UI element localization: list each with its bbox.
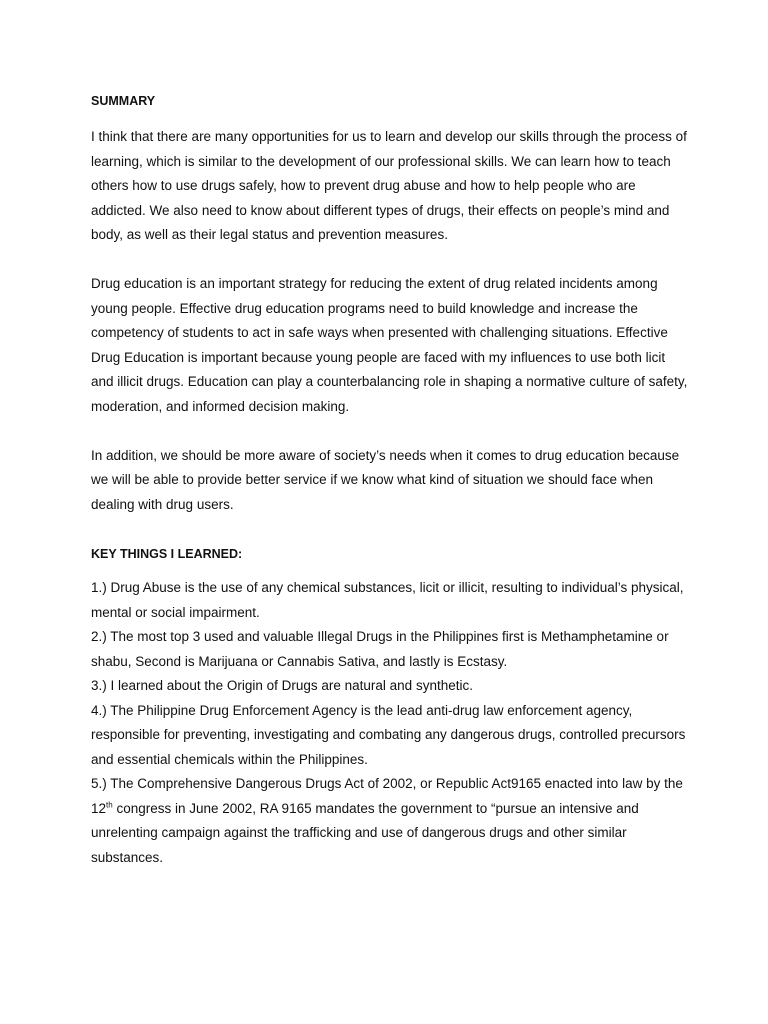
- key-item-2: 2.) The most top 3 used and valuable Illegal Drugs in the Philippines first is Methamphetamine or shabu, Second is Marijuana or Cannabis Sativa, and lastly is Ecstasy.: [91, 629, 669, 669]
- document-page: [91, 91, 691, 870]
- summary-paragraph-3: In addition, we should be more aware of society’s needs when it comes to drug education because we will be able to provide better service if we know what kind of situation we should face when dealing with drug users.: [91, 447, 680, 512]
- key-item-5-before: 5.) The Comprehensive Dangerous Drugs Act of 2002, or Republic Act9165 enacted into law by the 12: [91, 776, 683, 816]
- key-item-5: [91, 772, 691, 870]
- key-things-heading: KEY THINGS I LEARNED:: [91, 547, 243, 561]
- summary-paragraph-1: I think that there are many opportunities for us to learn and develop our skills through the process of learning, which is similar to the development of our professional skills. We can learn how to teach others how to use drugs safely, how to prevent drug abuse and how to help people who are addicted. We also need to know about different types of drugs, their effects on people’s mind and body, as well as their legal status and prevention measures.: [91, 129, 687, 242]
- paragraph-spacer: [91, 419, 691, 444]
- key-item-4: 4.) The Philippine Drug Enforcement Agency is the lead anti-drug law enforcement agency, responsible for preventing, investigating and combating any dangerous drugs, controlled precursors and essential chemicals within the Philippines.: [91, 702, 686, 767]
- key-things-list: [91, 576, 691, 870]
- ordinal-suffix: th: [106, 800, 113, 809]
- key-item-3: 3.) I learned about the Origin of Drugs are natural and synthetic.: [91, 678, 473, 693]
- key-item-1: 1.) Drug Abuse is the use of any chemical substances, licit or illicit, resulting to individual’s physical, mental or social impairment.: [91, 580, 684, 620]
- summary-heading: SUMMARY: [91, 94, 156, 108]
- key-item-5-after: congress in June 2002, RA 9165 mandates the government to “pursue an intensive and unrelenting campaign against the trafficking and use of dangerous drugs and other similar substances.: [91, 800, 639, 865]
- paragraph-spacer: [91, 248, 691, 273]
- summary-paragraph-2: Drug education is an important strategy for reducing the extent of drug related incidents among young people. Effective drug education programs need to build knowledge and increase the competency of students to act in safe ways when presented with challenging situations. Effective Drug Education is important because young people are faced with my influences to use both licit and illicit drugs. Education can play a counterbalancing role in shaping a normative culture of safety, moderation, and informed decision making.: [91, 276, 688, 414]
